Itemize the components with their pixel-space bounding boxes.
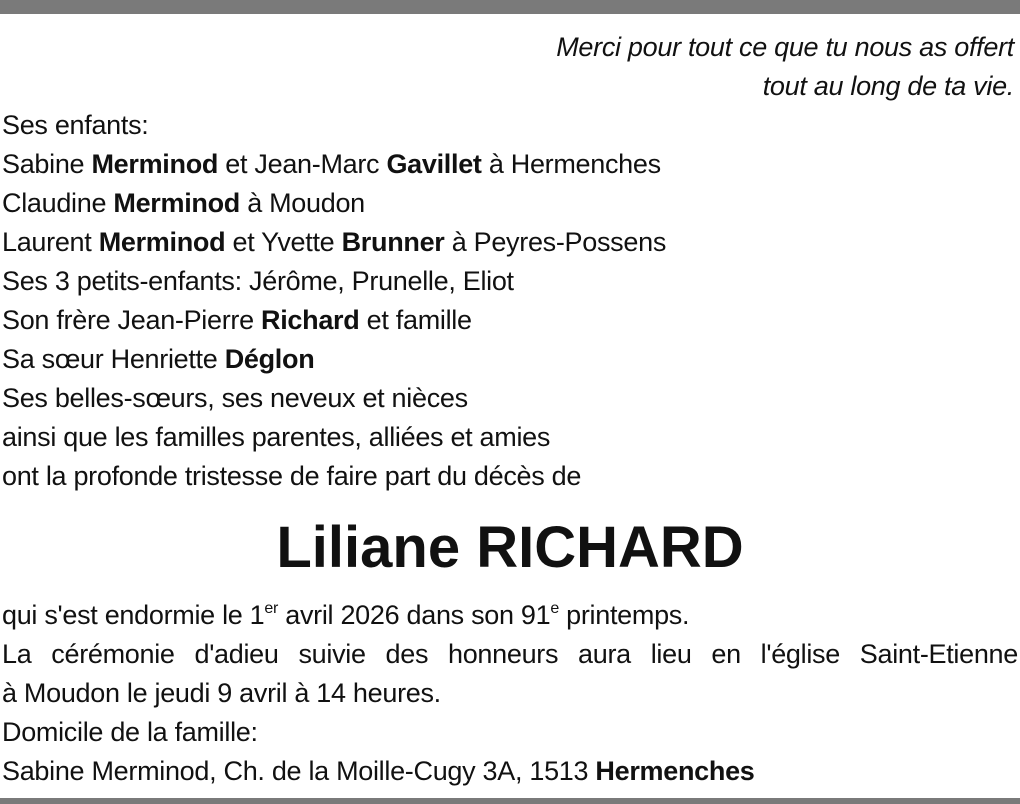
family-relatives: ainsi que les familles parentes, alliées et amies — [2, 422, 551, 452]
family-child-3: Laurent Merminod et Yvette Brunner à Peyres-Possens — [2, 227, 667, 257]
obituary-notice — [2, 28, 1018, 791]
domicile-label: Domicile de la famille: — [2, 717, 258, 747]
family-sister: Sa sœur Henriette Déglon — [2, 344, 315, 374]
family-brother: Son frère Jean-Pierre Richard et famille — [2, 305, 472, 335]
family-child-1: Sabine Merminod et Jean-Marc Gavillet à Hermenches — [2, 149, 661, 179]
ceremony-line-2: à Moudon le jeudi 9 avril à 14 heures. — [2, 678, 441, 708]
family-address: Sabine Merminod, Ch. de la Moille-Cugy 3A, 1513 Hermenches — [2, 756, 755, 786]
family-intro: Ses enfants: — [2, 110, 149, 140]
family-announcement: ont la profonde tristesse de faire part du décès de — [2, 461, 582, 491]
memorial-quote — [2, 28, 1018, 106]
quote-line-2: tout au long de ta vie. — [762, 71, 1014, 101]
top-rule — [0, 0, 1020, 14]
family-grandchildren: Ses 3 petits-enfants: Jérôme, Prunelle, Eliot — [2, 266, 514, 296]
family-inlaws: Ses belles-sœurs, ses neveux et nièces — [2, 383, 468, 413]
quote-line-1: Merci pour tout ce que tu nous as offert — [556, 32, 1014, 62]
ceremony-line-1: La cérémonie d'adieu suivie des honneurs aura lieu en l'église Saint-Etienne — [2, 639, 1018, 669]
bottom-rule — [0, 798, 1020, 804]
death-details: qui s'est endormie le 1er avril 2026 dans son 91e printemps. — [2, 600, 690, 630]
deceased-name: Liliane RICHARD — [276, 515, 744, 580]
family-child-2: Claudine Merminod à Moudon — [2, 188, 365, 218]
